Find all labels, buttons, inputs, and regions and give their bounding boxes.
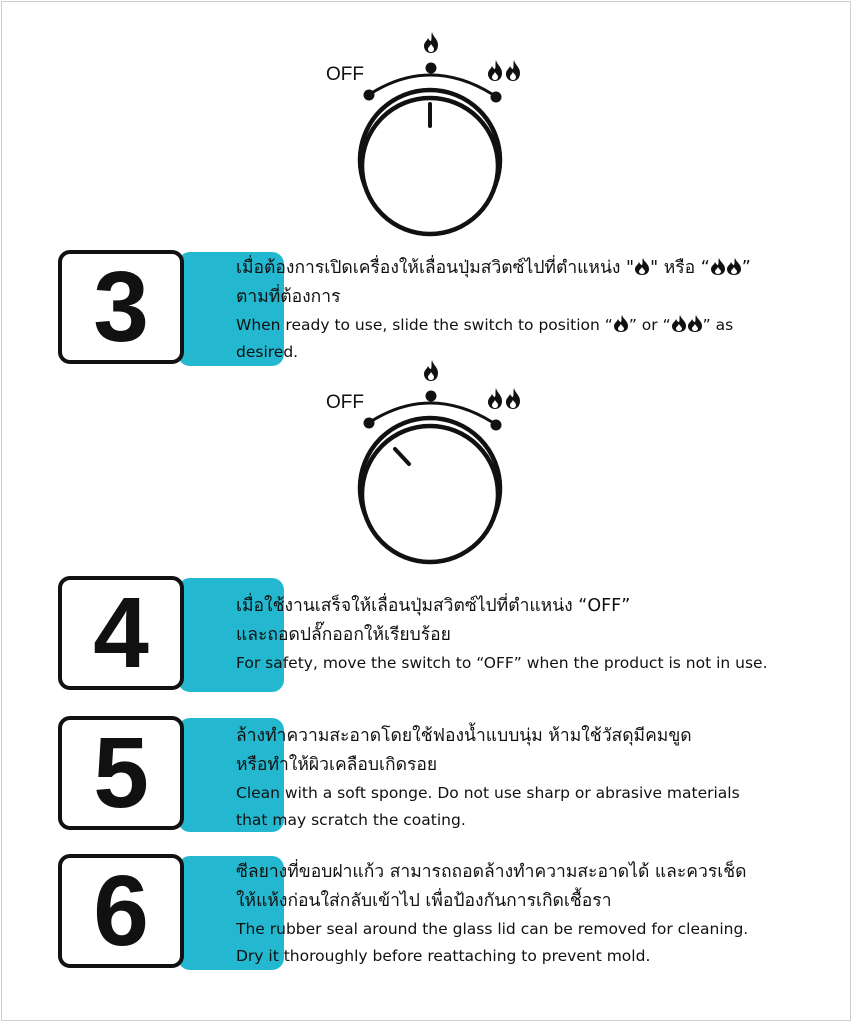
off-label: OFF bbox=[326, 64, 364, 85]
step-6-th-line2: ให้แห้งก่อนใส่กลับเข้าไป เพื่อป้องกันการเกิดเชื้อรา bbox=[236, 891, 612, 911]
step-3-en-line2: desired. bbox=[236, 343, 299, 361]
flame-icon bbox=[424, 360, 438, 381]
step-3-en-line1: When ready to use, slide the switch to position “ ” or “ ” as bbox=[236, 316, 734, 334]
off-dot bbox=[364, 418, 375, 429]
knob-svg bbox=[320, 356, 540, 568]
step-6-text bbox=[236, 858, 836, 970]
double-flame-icon bbox=[488, 60, 520, 81]
step-4-en-line1: For safety, move the switch to “OFF” when the product is not in use. bbox=[236, 654, 768, 672]
high-dot bbox=[491, 420, 502, 431]
flame-icon bbox=[635, 258, 649, 275]
step-3-text bbox=[236, 254, 836, 366]
flame-icon bbox=[672, 315, 686, 332]
step-number: 3 bbox=[58, 250, 184, 364]
medium-dot bbox=[426, 63, 437, 74]
off-label: OFF bbox=[326, 392, 364, 413]
step-5-th-line2: หรือทำให้ผิวเคลือบเกิดรอย bbox=[236, 755, 438, 775]
flame-icon bbox=[424, 32, 438, 53]
step-6-en-line1: The rubber seal around the glass lid can be removed for cleaning. bbox=[236, 920, 749, 938]
flame-icon bbox=[711, 258, 725, 275]
knob-diagram-on bbox=[320, 28, 540, 240]
step-6-th-line1: ซีลยางที่ขอบฝาแก้ว สามารถถอดล้างทำความสะอาดได้ และควรเช็ด bbox=[236, 862, 747, 882]
step-5-en-line1: Clean with a soft sponge. Do not use sharp or abrasive materials bbox=[236, 784, 740, 802]
off-dot bbox=[364, 90, 375, 101]
step-4-th-line1: เมื่อใช้งานเสร็จให้เลื่อนปุ่มสวิตซ์ไปที่ตำแหน่ง “OFF” bbox=[236, 596, 631, 616]
step-4-text bbox=[236, 592, 836, 677]
flame-icon bbox=[688, 315, 702, 332]
flame-icon bbox=[614, 315, 628, 332]
step-5-text bbox=[236, 722, 836, 834]
double-flame-icon bbox=[488, 388, 520, 409]
knob-body bbox=[362, 426, 498, 562]
step-5-en-line2: that may scratch the coating. bbox=[236, 811, 466, 829]
step-number: 5 bbox=[58, 716, 184, 830]
step-4-th-line2: และถอดปลั๊กออกให้เรียบร้อย bbox=[236, 625, 451, 645]
step-5-th-line1: ล้างทำความสะอาดโดยใช้ฟองน้ำแบบนุ่ม ห้ามใช้วัสดุมีคมขูด bbox=[236, 726, 692, 746]
high-dot bbox=[491, 92, 502, 103]
step-3-th-line1: เมื่อต้องการเปิดเครื่องให้เลื่อนปุ่มสวิตซ์ไปที่ตำแหน่ง " " หรือ “ ” bbox=[236, 258, 751, 278]
step-6-en-line2: Dry it thoroughly before reattaching to prevent mold. bbox=[236, 947, 651, 965]
knob-svg bbox=[320, 28, 540, 240]
flame-icon bbox=[727, 258, 741, 275]
knob-diagram-off bbox=[320, 356, 540, 568]
step-number: 4 bbox=[58, 576, 184, 690]
medium-dot bbox=[426, 391, 437, 402]
step-3-th-line2: ตามที่ต้องการ bbox=[236, 287, 341, 307]
step-number: 6 bbox=[58, 854, 184, 968]
